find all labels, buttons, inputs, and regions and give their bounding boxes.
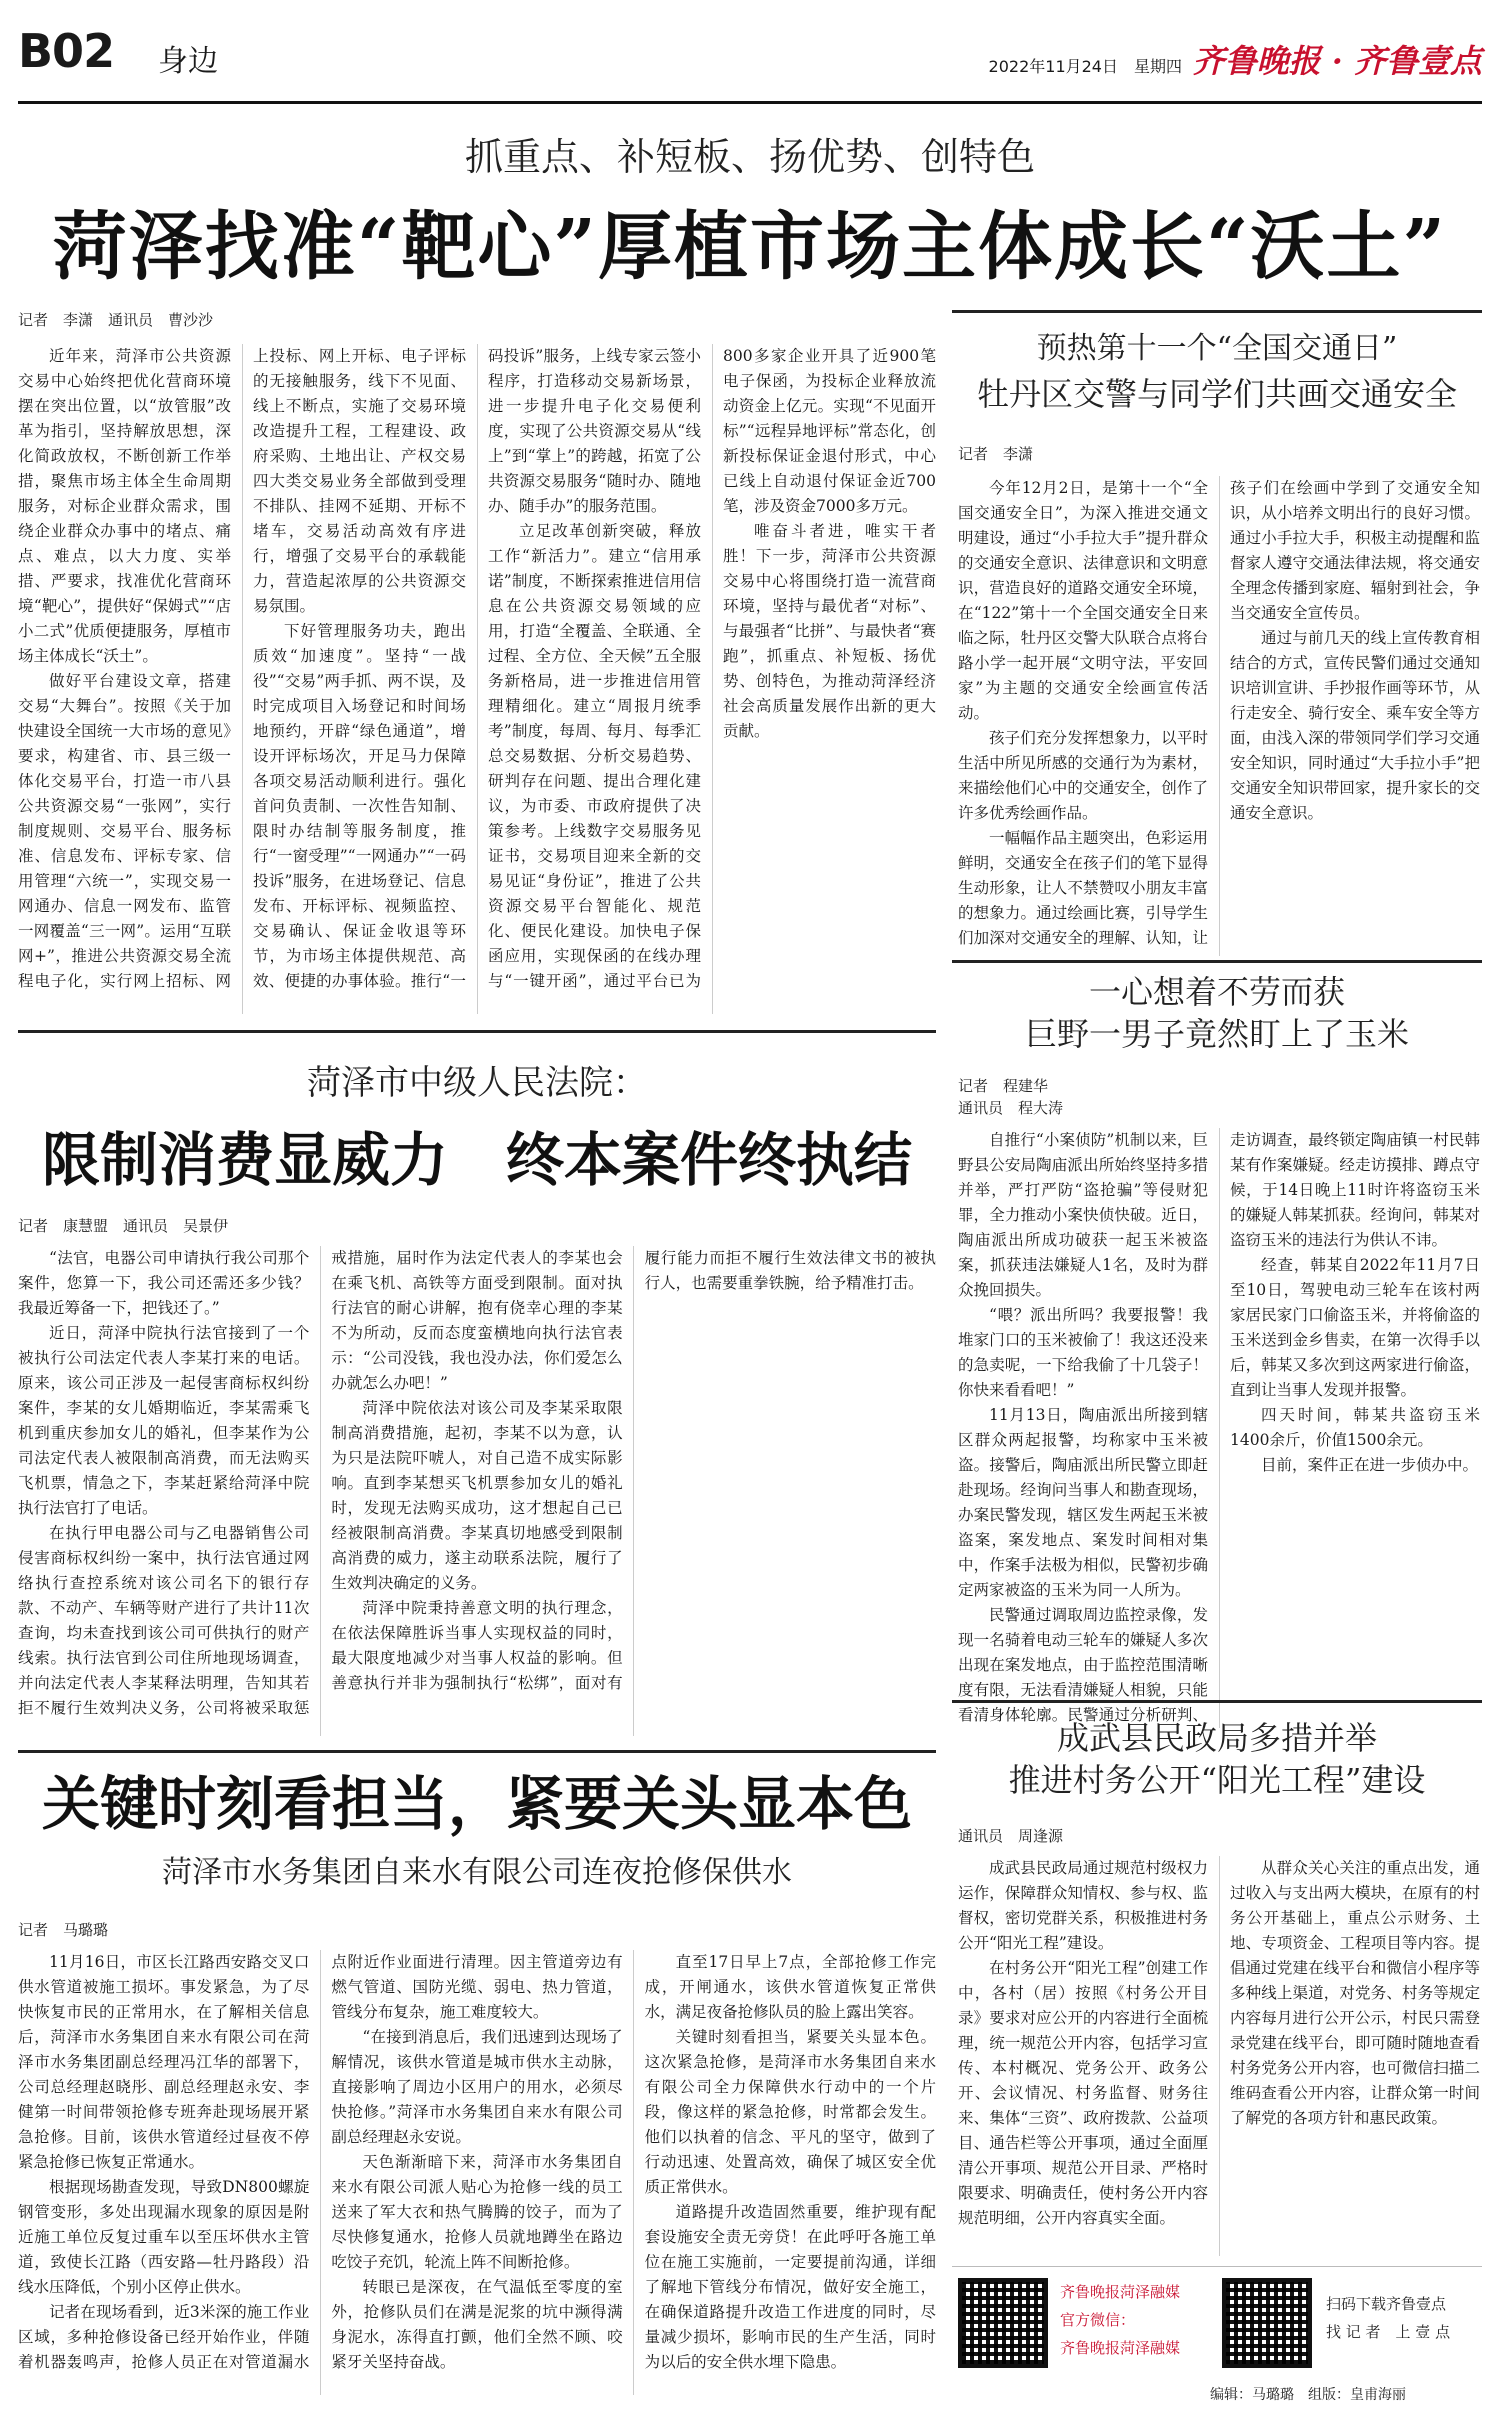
article5-byline: 记者 马璐璐 <box>18 1921 109 1939</box>
paragraph: 11月13日，陶庙派出所接到辖区群众两起报警，均称家中玉米被盗。接警后，陶庙派出所民警立即赶赴现场。经询问当事人和勘查现场，办案民警发现，辖区发生两起玉米被盗案，案发地点、案发时间相对集中，作案手法极为相似，民警初步确定两家被盗的玉米为同一人所为。 <box>958 1406 1208 1599</box>
article6-byline: 通讯员 周逢源 <box>958 1827 1064 1845</box>
paragraph: 目前，案件正在进一步侦办中。 <box>1261 1456 1479 1474</box>
article5-subtitle: 菏泽市水务集团自来水有限公司连夜抢修保供水 <box>162 1855 792 1890</box>
article4-title: 巨野一男子竟然盯上了玉米 <box>1024 1015 1409 1053</box>
article5-title: 关键时刻看担当，紧要关头显本色 <box>41 1770 912 1838</box>
wechat-qr-code[interactable] <box>958 2278 1048 2368</box>
paragraph: 自推行“小案侦防”机制以来，巨野县公安局陶庙派出所始终坚持多措并举，严打严防“盗抢骗”等侵财犯罪，全力推动小案快侦快破。近日，陶庙派出所成功破获一起玉米被盗案，抓获违法嫌疑人1名，及时为群众挽回损失。 <box>958 1131 1208 1299</box>
app-caption: 扫码下载齐鲁壹点 找 记 者 上 壹 点 <box>1326 2295 1451 2341</box>
paragraph: 通过与前几天的线上宣传教育相结合的方式，宣传民警们通过交通知识培训宣讲、手抄报作画等环节，从行走安全、骑行安全、乘车安全等方面，由浅入深的带领同学们学习交通安全知识，同时通过“大手拉小手”把交通安全知识带回家，提升家长的交通安全意识。 <box>1230 629 1480 822</box>
paragraph: “喂？派出所吗？我要报警！我堆家门口的玉米被偷了！我这还没来的急卖呢，一下给我偷了十几袋子！你快来看看吧！” <box>958 1306 1208 1399</box>
article3-byline: 记者 康慧盟 通讯员 吴景伊 <box>18 1217 229 1235</box>
article6-title: 推进村务公开“阳光工程”建设 <box>1008 1761 1426 1799</box>
section-name: 身边 <box>158 44 218 79</box>
divider <box>952 1700 1482 1703</box>
paragraph: 近日，菏泽中院执行法官接到了一个被执行公司法定代表人李某打来的电话。原来，该公司正涉及一起侵害商标权纠纷案件，李某的女儿婚期临近，李某需乘飞机到重庆参加女儿的婚礼，但李某作为公司法定代表人被限制高消费，而无法购买飞机票，情急之下，李某赶紧给菏泽中院执行法官打了电话。 <box>18 1324 310 1517</box>
divider <box>952 310 1482 313</box>
paragraph: 转眼已是深夜，在气温低至零度的室外，抢修队员们在满是泥浆的坑中濒得满身泥水，冻得直打颤，他们全然不顾、咬紧牙关坚持奋战。 <box>331 2278 623 2371</box>
article1-title: 菏泽找准“靶心”厚植市场主体成长“沃土” <box>52 204 1448 290</box>
paragraph: 孩子们充分发挥想象力，以平时生活中所见所感的交通行为为素材，来描绘他们心中的交通安全，创作了许多优秀绘画作品。 <box>958 729 1208 822</box>
paragraph: 在村务公开“阳光工程”创建工作中，各村（居）按照《村务公开目录》要求对应公开的内容进行全面梳理，统一规范公开内容，包括学习宣传、本村概况、党务公开、政务公开、会议情况、村务监督、财务往来、集体“三资”、政府拨款、公益项目、通告栏等公开事项，通过全面厘清公开事项、规范公开目录、严格时限要求、明确责任，使村务公开内容规范明细，公开内容真实全面。 <box>958 1959 1208 2227</box>
paragraph: 今年12月2日，是第十一个“全国交通安全日”，为深入推进交通文明建设，通过“小手拉大手”提升群众的交通安全意识、法律意识和文明意识，营造良好的道路交通安全环境，在“122”第十一个全国交通安全日来临之际，牡丹区交警大队联合点将台路小学一起开展“文明守法，平安回家”为主题的交通安全绘画宣传活动。 <box>958 479 1208 722</box>
article4-kicker: 一心想着不劳而获 <box>1088 973 1345 1011</box>
page-number: B02 <box>18 24 115 78</box>
paragraph: 11月16日，市区长江路西安路交叉口供水管道被施工损坏。事发紧急，为了尽快恢复市民的正常用水，在了解相关信息后，菏泽市水务集团自来水有限公司在菏泽市水务集团副总经理冯江华的部署下，公司总经理赵晓彤、副总经理赵永安、李健第一时间带领抢修专班奔赴现场展开紧急抢修。目前，该供水管道经过昼夜不停紧急抢修已恢复正常通水。 <box>18 1953 310 2171</box>
paragraph: 从群众关心关注的重点出发，通过收入与支出两大模块，在原有的村务公开基础上，重点公示财务、土地、专项资金、工程项目等内容。提倡通过党建在线平台和微信小程序等多种线上渠道，对党务、村务等规定内容每月进行公开公示，村民只需登录党建在线平台，即可随时随地查看村务党务公开内容，也可微信扫描二维码查看公开内容，让群众第一时间了解党的各项方针和惠民政策。 <box>1230 1859 1480 2127</box>
paragraph: 民警通过调取周边监控录像，发现一名骑着电动三轮车的嫌疑人多次出现在案发地点，由于监控范围清晰度有限，无法看清嫌疑人相貌，只能看清身体轮廓。民警通过分析研判、走访调查，最终锁定陶庙镇一村民韩某有作案嫌疑。经走访摸排、蹲点守候，于14日晚上11时许将盗窃玉米的嫌疑人韩某抓获。经询问，韩某对盗窃玉米的违法行为供认不讳。 <box>958 1131 1480 1724</box>
article2-kicker: 预热第十一个“全国交通日” <box>1036 331 1398 366</box>
masthead <box>18 18 1482 104</box>
paragraph: 一幅幅作品主题突出，色彩运用鲜明，交通安全在孩子们的笔下显得生动形象，让人不禁赞叹小朋友丰富的想象力。通过绘画比赛，引导学生们加深对交通安全的理解、认知，让孩子们在绘画中学到了交通安全知识，从小培养文明出行的良好习惯。通过小手拉大手，积极主动提醒和监督家人遵守交通法律法规，将交通安全理念传播到家庭、辐射到社会，争当交通安全宣传员。 <box>958 479 1480 947</box>
article4-body <box>958 1128 1480 1728</box>
paragraph: 成武县民政局通过规范村级权力运作，保障群众知情权、参与权、监督权，密切党群关系，积极推进村务公开“阳光工程”建设。 <box>958 1859 1208 1952</box>
article6-body <box>958 1856 1480 2256</box>
paragraph: 天色渐渐暗下来，菏泽市水务集团自来水有限公司派人贴心为抢修一线的员工送来了军大衣和热气腾腾的饺子，而为了尽快修复通水，抢修人员就地蹲坐在路边吃饺子充饥，轮流上阵不间断抢修。 <box>331 2153 623 2271</box>
paragraph: 菏泽中院依法对该公司及李某采取限制高消费措施，起初，李某不以为意，认为只是法院吓唬人，对自己造不成实际影响。直到李某想买飞机票参加女儿的婚礼时，发现无法购买成功，这才想起自己已经被限制高消费。李某真切地感受到限制高消费的威力，遂主动联系法院，履行了生效判决确定的义务。 <box>331 1399 623 1592</box>
article1-kicker: 抓重点、补短板、扬优势、创特色 <box>464 135 1035 179</box>
paragraph: 经查，韩某自2022年11月7日至10日，驾驶电动三轮车在该村两家居民家门口偷盗玉米，并将偷盗的玉米送到金乡售卖，在第一次得手以后，韩某又多次到这两家进行偷盗，直到让当事人发现并报警。 <box>1230 1256 1480 1399</box>
article1-body <box>18 344 936 1014</box>
paragraph: 关键时刻看担当，紧要关头显本色。这次紧急抢修，是菏泽市水务集团自来水有限公司全力保障供水行动中的一个片段，像这样的紧急抢修，时常都会发生。他们以执着的信念、平凡的坚守，做到了行动迅速、处置高效，确保了城区安全优质正常供水。 <box>644 2028 936 2196</box>
app-qr-code[interactable] <box>1222 2278 1312 2368</box>
newspaper-logo: 齐鲁晚报 · 齐鲁壹点 <box>1192 42 1482 80</box>
paragraph: 菏泽中院秉持善意文明的执行理念，在依法保障胜诉当事人实现权益的同时，最大限度地减少对当事人权益的影响。但善意执行并非为强制执行“松绑”，面对有履行能力而拒不履行生效法律文书的被执行人，也需要重拳铁腕，给予精准打击。 <box>331 1249 936 1692</box>
article1-byline: 记者 李潇 通讯员 曹沙沙 <box>18 311 214 329</box>
paragraph: 近年来，菏泽市公共资源交易中心始终把优化营商环境摆在突出位置，以“放管服”改革为指引，坚持解放思想，深化简政放权，不断创新工作举措，聚焦市场主体全生命周期服务，对标企业群众需求，围绕企业群众办事中的堵点、痛点、难点，以大力度、实举措、严要求，找准优化营商环境“靶心”，提供好“保姆式”“店小二式”优质便捷服务，厚植市场主体成长“沃土”。 <box>18 347 231 665</box>
divider <box>952 2266 1482 2267</box>
wechat-caption: 齐鲁晚报菏泽融媒 官方微信： 齐鲁晚报菏泽融媒 <box>1060 2283 1181 2357</box>
paragraph: 在执行甲电器公司与乙电器销售公司侵害商标权纠纷一案中，执行法官通过网络执行查控系统对该公司名下的银行存款、不动产、车辆等财产进行了共计11次查询，均未查找到该公司可供执行的财产线索。执行法官到公司住所地现场调查，并向法定代表人李某释法明理，告知其若拒不履行生效判决义务，公司将被采取惩戒措施，届时作为法定代表人的李某也会在乘飞机、高铁等方面受到限制。面对执行法官的耐心讲解，抱有侥幸心理的李某不为所动，反而态度蛮横地向执行法官表示：“公司没钱，我也没办法，你们爱怎么办就怎么办吧！” <box>18 1249 623 1717</box>
article2-body <box>958 476 1480 956</box>
article5-body <box>18 1950 936 2395</box>
divider <box>18 1030 936 1033</box>
paragraph: 记者在现场看到，近3米深的施工作业区域，多种抢修设备已经开始作业，伴随着机器轰鸣声，抢修人员正在对管道漏水点附近作业面进行清理。因主管道旁边有燃气管道、国防光缆、弱电、热力管道，管线分布复杂，施工难度较大。 <box>18 1953 623 2371</box>
article2-byline: 记者 李潇 <box>958 445 1034 463</box>
paragraph: 道路提升改造固然重要，维护现有配套设施安全责无旁贷！在此呼吁各施工单位在施工实施前，一定要提前沟通，详细了解地下管线分布情况，做好安全施工，在确保道路提升改造工作进度的同时，尽量减少损坏，影响市民的生产生活，同时为以后的安全供水埋下隐患。 <box>644 2203 936 2371</box>
article6-kicker: 成武县民政局多措并举 <box>1056 1719 1377 1757</box>
paragraph: “在接到消息后，我们迅速到达现场了解情况，该供水管道是城市供水主动脉，直接影响了周边小区用户的用水，必须尽快抢修。”菏泽市水务集团自来水有限公司副总经理赵永安说。 <box>331 2028 623 2146</box>
divider <box>18 1750 936 1753</box>
paragraph: “法官，电器公司申请执行我公司那个案件，您算一下，我公司还需还多少钱？我最近筹备一下，把钱还了。” <box>18 1249 310 1317</box>
issue-date: 2022年11月24日 星期四 <box>988 57 1182 76</box>
article3-kicker: 菏泽市中级人民法院： <box>307 1063 647 1103</box>
paragraph: 根据现场勘查发现，导致DN800螺旋钢管变形，多处出现漏水现象的原因是附近施工单位反复过重车以至压坏供水主管道，致使长江路（西安路—牡丹路段）沿线水压降低，个别小区停止供水。 <box>18 2178 310 2296</box>
article4-byline: 记者 程建华 通讯员 程大涛 <box>958 1077 1064 1117</box>
paragraph: 四天时间，韩某共盗窃玉米1400余斤，价值1500余元。 <box>1230 1406 1480 1449</box>
editor-credit: 编辑：马璐璐 组版：皇甫海丽 <box>1210 2387 1406 2403</box>
article3-title: 限制消费显威力 终本案件终执结 <box>41 1126 912 1194</box>
article3-body <box>18 1246 936 1736</box>
article2-title: 牡丹区交警与同学们共画交通安全 <box>976 375 1457 413</box>
paragraph: 做好平台建设文章，搭建交易“大舞台”。按照《关于加快建设全国统一大市场的意见》要求，构建省、市、县三级一体化交易平台，打造一市八县公共资源交易“一张网”，实行制度规则、交易平台、服务标准、信息发布、评标专家、信用管理“六统一”，实现交易一网通办、信息一网发布、监管一网覆盖“三一网”。运用“互联网+”，推进公共资源交易全流程电子化，实行网上招标、网上投标、网上开标、电子评标的无接触服务，线下不见面、线上不断点，实施了交易环境改造提升工程，工程建设、政府采购、土地出让、产权交易四大类交易业务全部做到受理不排队、挂网不延期、开标不堵车，交易活动高效有序进行，增强了交易平台的承载能力，营造起浓厚的公共资源交易氛围。 <box>18 347 466 990</box>
paragraph: 直至17日早上7点，全部抢修工作完成，开闸通水，该供水管道恢复正常供水，满足夜备抢修队员的脸上露出笑容。 <box>644 1953 936 2021</box>
divider <box>952 960 1482 963</box>
paragraph: 下好管理服务功夫，跑出质效“加速度”。坚持“一战役”“交易”两手抓、两不误，及时完成项目入场登记和时间场地预约，开辟“绿色通道”，增设开评标场次，开足马力保障各项交易活动顺利进行。强化首问负责制、一次性告知制、限时办结制等服务制度，推行“一窗受理”“一网通办”“一码投诉”服务，在进场登记、信息发布、开标评标、视频监控、交易确认、保证金收退等环节，为市场主体提供规范、高效、便捷的办事体验。推行“一码投诉”服务，上线专家云签小程序，打造移动交易新场景，进一步提升电子化交易便利度，实现了公共资源交易从“线上”到“掌上”的跨越，拓宽了公共资源交易服务“随时办、随地办、随手办”的服务范围。 <box>253 347 701 990</box>
paragraph: 立足改革创新突破，释放工作“新活力”。建立“信用承诺”制度，不断探索推进信用信息在公共资源交易领域的应用，打造“全覆盖、全联通、全过程、全方位、全天候”五全服务新格局，进一步推进信用管理精细化。建立“周报月统季考”制度，每周、每月、每季汇总交易数据、分析交易趋势、研判存在问题、提出合理化建议，为市委、市政府提供了决策参考。上线数字交易服务见证书，交易项目迎来全新的交易见证“身份证”，推进了公共资源交易平台智能化、规范化、便民化建设。加快电子保函应用，实现保函的在线办理与“一键开函”，通过平台已为800多家企业开具了近900笔电子保函，为投标企业释放流动资金上亿元。实现“不见面开标”“远程异地评标”常态化，创新投标保证金退付形式，中心已线上自动退付保证金近700笔，涉及资金7000多万元。 <box>488 347 936 990</box>
paragraph: 唯奋斗者进，唯实干者胜！下一步，菏泽市公共资源交易中心将围绕打造一流营商环境，坚持与最优者“对标”、与最强者“比拼”、与最快者“赛跑”，抓重点、补短板、扬优势、创特色，为推动菏泽经济社会高质量发展作出新的更大贡献。 <box>723 522 936 740</box>
